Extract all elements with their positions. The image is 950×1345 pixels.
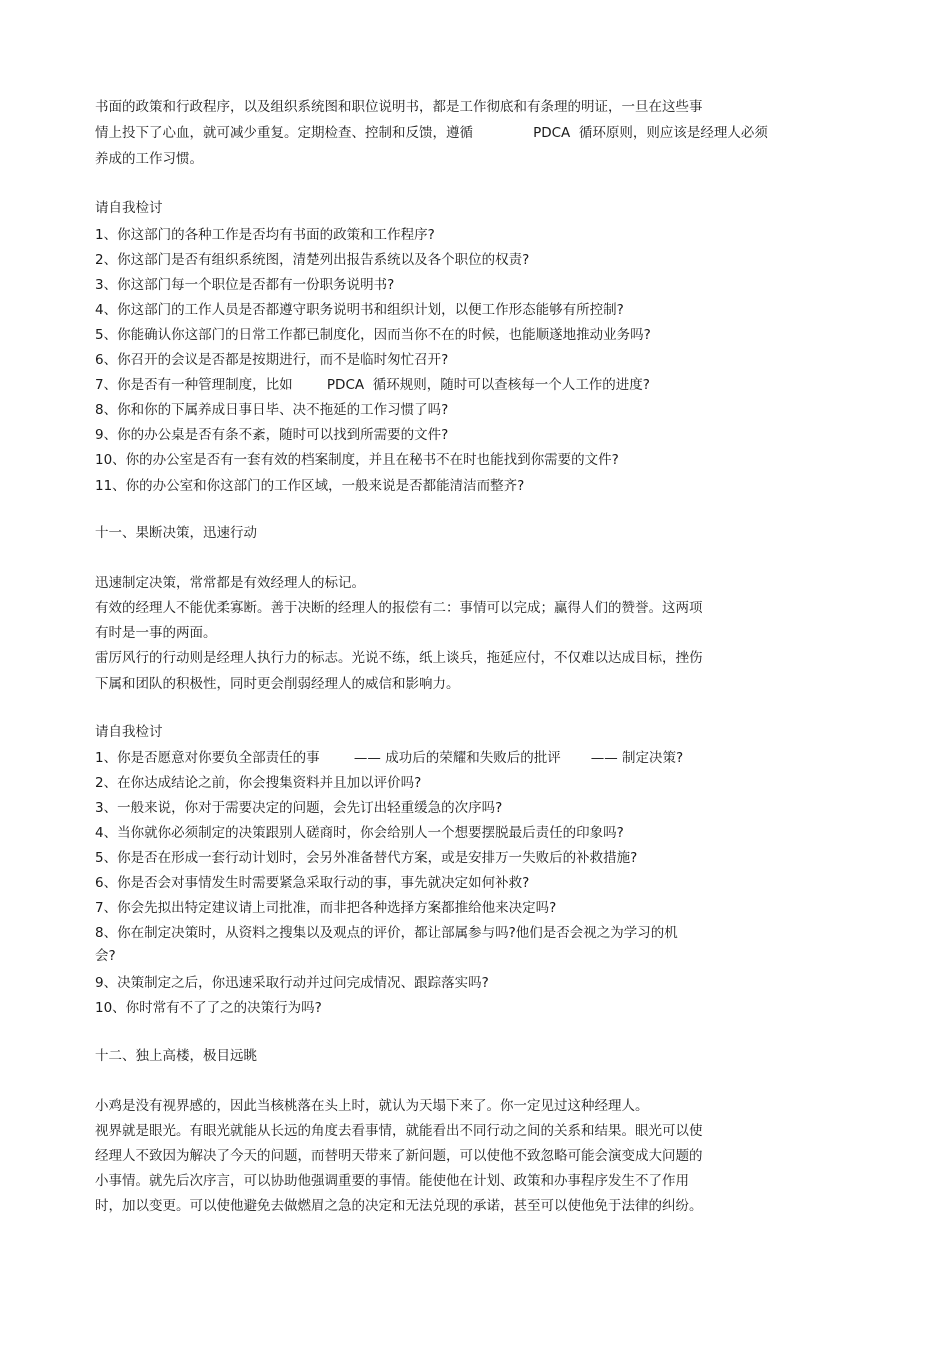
paragraph-line: 小事情。就先后次序言，可以协助他强调重要的事情。能使他在计划、政策和办事程序发生不了作用 <box>95 1173 689 1189</box>
checklist-item: 7、你会先拟出特定建议请上司批准，而非把各种选择方案都推给他来决定吗? <box>95 900 557 916</box>
self-review-heading: 请自我检讨 <box>95 200 163 216</box>
checklist-item: 2、你这部门是否有组织系统图，清楚列出报告系统以及各个职位的权责? <box>95 252 530 268</box>
checklist-item: 7、你是否有一种管理制度，比如 PDCA 循环规则，随时可以查核每一个人工作的进度? <box>95 377 650 393</box>
checklist-item: 10、你的办公室是否有一套有效的档案制度，并且在秘书不在时也能找到你需要的文件? <box>95 452 619 468</box>
section-title: 十二、独上高楼，极目远眺 <box>95 1048 257 1064</box>
checklist-item: 3、你这部门每一个职位是否都有一份职务说明书? <box>95 277 395 293</box>
checklist-item: 1、你是否愿意对你要负全部责任的事 —— 成功后的荣耀和失败后的批评 —— 制定决策? <box>95 750 684 766</box>
checklist-item: 6、你召开的会议是否都是按期进行，而不是临时匆忙召开? <box>95 352 449 368</box>
checklist-item: 5、你是否在形成一套行动计划时，会另外准备替代方案，或是安排万一失败后的补救措施? <box>95 850 638 866</box>
checklist-item: 4、你这部门的工作人员是否都遵守职务说明书和组织计划，以便工作形态能够有所控制? <box>95 302 624 318</box>
paragraph-line: 小鸡是没有视界感的，因此当核桃落在头上时，就认为天塌下来了。你一定见过这种经理人。 <box>95 1098 649 1114</box>
intro-line: 书面的政策和行政程序，以及组织系统图和职位说明书，都是工作彻底和有条理的明证，一旦在这些事 <box>95 99 703 115</box>
checklist-item: 5、你能确认你这部门的日常工作都已制度化，因而当你不在的时候，也能顺遂地推动业务吗? <box>95 327 651 343</box>
paragraph-line: 有效的经理人不能优柔寡断。善于决断的经理人的报偿有二：事情可以完成；赢得人们的赞誉。这两项 <box>95 600 703 616</box>
checklist-item: 8、你和你的下属养成日事日毕、决不拖延的工作习惯了吗? <box>95 402 449 418</box>
checklist-item: 3、一般来说，你对于需要决定的问题，会先订出轻重缓急的次序吗? <box>95 800 503 816</box>
checklist-item: 8、你在制定决策时，从资料之搜集以及观点的评价，都让部属参与吗?他们是否会视之为学习的机 <box>95 925 678 941</box>
paragraph-line: 迅速制定决策，常常都是有效经理人的标记。 <box>95 575 365 591</box>
checklist-item: 11、你的办公室和你这部门的工作区域，一般来说是否都能清洁而整齐? <box>95 478 525 494</box>
paragraph-line: 雷厉风行的行动则是经理人执行力的标志。光说不练，纸上谈兵，拖延应付，不仅难以达成目标，挫伤 <box>95 650 703 666</box>
paragraph-line: 时，加以变更。可以使他避免去做燃眉之急的决定和无法兑现的承诺，甚至可以使他免于法律的纠纷。 <box>95 1198 703 1214</box>
checklist-item: 2、在你达成结论之前，你会搜集资料并且加以评价吗? <box>95 775 422 791</box>
checklist-item: 6、你是否会对事情发生时需要紧急采取行动的事，事先就决定如何补救? <box>95 875 530 891</box>
checklist-item: 4、当你就你必须制定的决策跟别人磋商时，你会给别人一个想要摆脱最后责任的印象吗? <box>95 825 624 841</box>
checklist-item: 1、你这部门的各种工作是否均有书面的政策和工作程序? <box>95 227 435 243</box>
checklist-item: 9、决策制定之后，你迅速采取行动并过问完成情况、跟踪落实吗? <box>95 975 489 991</box>
intro-line: 养成的工作习惯。 <box>95 151 203 167</box>
paragraph-line: 视界就是眼光。有眼光就能从长远的角度去看事情，就能看出不同行动之间的关系和结果。眼光可以使 <box>95 1123 703 1139</box>
paragraph-line: 有时是一事的两面。 <box>95 625 217 641</box>
checklist-item: 10、你时常有不了了之的决策行为吗? <box>95 1000 322 1016</box>
checklist-item: 9、你的办公桌是否有条不紊，随时可以找到所需要的文件? <box>95 427 449 443</box>
self-review-heading: 请自我检讨 <box>95 724 163 740</box>
checklist-item-continuation: 会? <box>95 948 116 964</box>
section-title: 十一、果断决策，迅速行动 <box>95 525 257 541</box>
paragraph-line: 下属和团队的积极性，同时更会削弱经理人的威信和影响力。 <box>95 676 460 692</box>
paragraph-line: 经理人不致因为解决了今天的问题，而替明天带来了新问题，可以使他不致忽略可能会演变成大问题的 <box>95 1148 703 1164</box>
intro-line: 情上投下了心血，就可减少重复。定期检查、控制和反馈，遵循 PDCA 循环原则，则应该是经理人必须 <box>95 125 768 141</box>
